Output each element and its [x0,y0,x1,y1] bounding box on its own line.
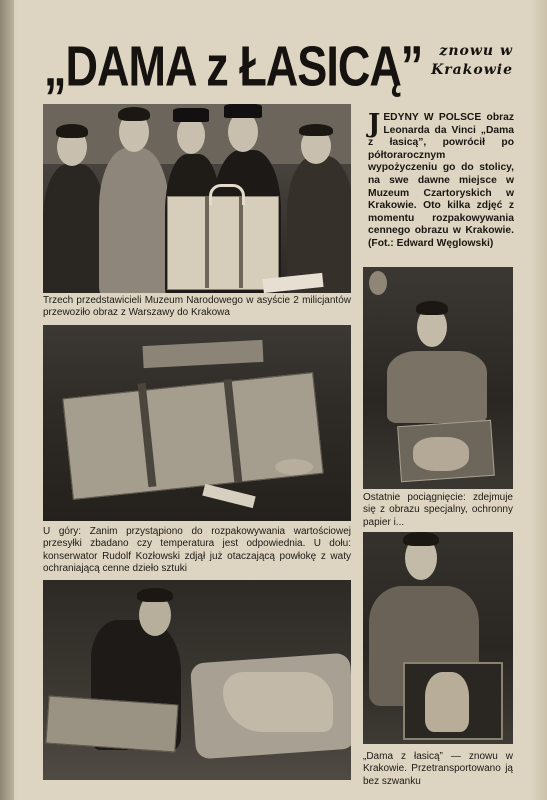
caption-photo-6: „Dama z łasicą” — znowu w Krakowie. Przetransportowano ją bez szwanku [363,751,513,787]
drop-cap: J [368,109,381,139]
painting-parcel [167,196,279,290]
lead-text: EDYNY W POLSCE obraz Leonarda da Vinci „Dama z łasicą”, powrócił po półtorarocznym wypożyczeniu go do stolicy, na swe dawne miejsce w Muzeum Czartoryskich w Krakowie. Oto kilka zdjęć z momentu rozpakowywania cennego obrazu w Krakowie. (Fot.: Edward Węglowski) [368,112,514,249]
caption-photo-4: Ostatnie pociągnięcie: zdejmuje się z obrazu specjalny, ochronny papier i... [363,492,513,528]
headline: „DAMA z ŁASICĄ” [44,34,423,98]
photo-wrapped-painting [43,325,351,521]
page-binding-edge [0,0,14,800]
photo-removing-protective-paper [363,267,513,489]
photo-conservator-removing-cotton [43,580,351,780]
lead-paragraph [368,109,514,251]
headline-subtitle: znowu w Krakowie [431,43,513,78]
caption-photo-2-3: U góry: Zanim przystąpiono do rozpakowywania wartościowej przesyłki zbadano czy temperatura jest odpowiednia. U dołu: konserwator Rudolf Kozłowski zdjął już otaczającą powłokę z waty ochraniającą cenne dzieło sztuki [43,526,351,575]
photo-museum-delegation [43,104,351,293]
photo-painting-revealed [363,532,513,744]
caption-photo-1: Trzech przedstawicieli Muzeum Narodowego w asyście 2 milicjantów przewoziło obraz z Warszawy do Krakowa [43,295,351,319]
